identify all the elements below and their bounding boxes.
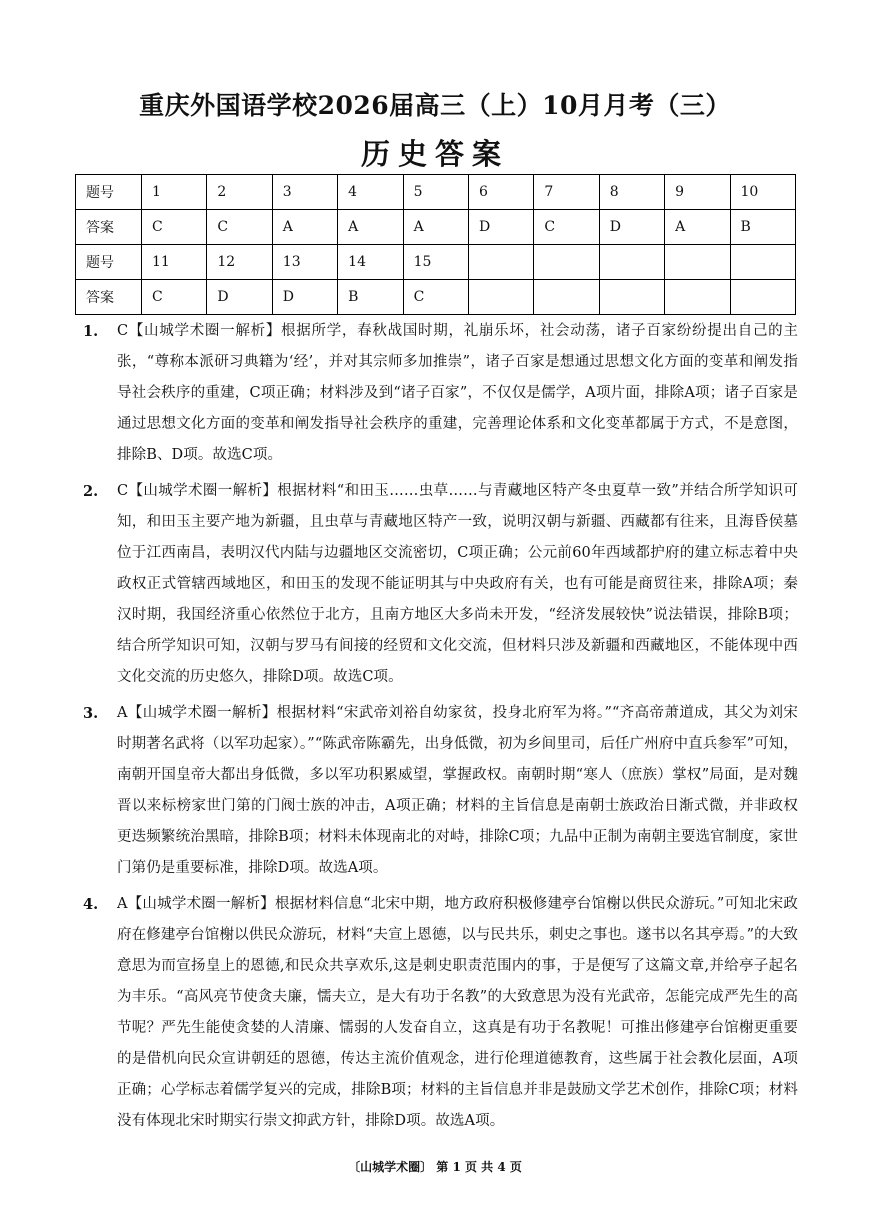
explanation-item [83,476,798,693]
answer-table-cell: D [272,280,337,315]
answer-table-cell [730,280,795,315]
answer-table-row-label: 答案 [76,210,142,245]
answer-table-cell: 8 [599,175,664,210]
explanation-number: 2. [83,483,99,500]
answer-table-cell: B [730,210,795,245]
answer-table-cell: 1 [142,175,207,210]
answer-table-cell: C [403,280,468,315]
answer-table-cell: 11 [142,245,207,280]
answer-table [75,174,796,315]
answer-table-row [76,280,796,315]
answer-table-cell [534,280,599,315]
answer-table-cell: D [207,280,272,315]
answer-table-cell: A [338,210,403,245]
explanation-number: 4. [83,896,99,913]
page-title: 重庆外国语学校2026届高三（上）10月月考（三） [139,91,731,120]
answer-table-cell: 13 [272,245,337,280]
answer-table-cell [468,280,533,315]
answer-table-row [76,245,796,280]
answer-table-cell: 15 [403,245,468,280]
answer-table-cell [665,245,730,280]
answer-table-cell: 14 [338,245,403,280]
answer-table-cell: C [142,210,207,245]
answer-table-row-label: 题号 [76,245,142,280]
explanation-list [83,316,798,1142]
explanation-number: 3. [83,705,99,722]
answer-table-cell: 2 [207,175,272,210]
answer-table-row-label: 答案 [76,280,142,315]
page-footer: 〔山城学术圈〕 第 1 页 共 4 页 [348,1160,522,1174]
explanation-number: 1. [83,323,99,340]
answer-table-cell [665,280,730,315]
explanation-text: A【山城学术圈一解析】根据材料“宋武帝刘裕自幼家贫，投身北府军为将。”“齐高帝萧道成，其父为刘宋时期著名武将（以军功起家）。”“陈武帝陈霸先，出身低微，初为乡间里司，后任广州府中直兵参军”可知，南朝开国皇帝大都出身低微，多以军功积累威望，掌握政权。南朝时期“寒人（庶族）掌权”局面，是对魏晋以来标榜家世门第的门阀士族的冲击，A项正确；材料的主旨信息是南朝士族政治日渐式微，并非政权更迭频繁统治黑暗，排除B项；材料未体现南北的对峙，排除C项；九品中正制为南朝主要选官制度，家世门第仍是重要标准，排除D项。故选A项。 [117,705,798,876]
answer-table-cell: D [468,210,533,245]
answer-table-row [76,175,796,210]
answer-table-cell [468,245,533,280]
answer-table-cell: B [338,280,403,315]
answer-table-cell: 12 [207,245,272,280]
answer-table-cell: 10 [730,175,795,210]
answer-table-cell: 3 [272,175,337,210]
answer-table-row [76,210,796,245]
answer-table-cell: A [272,210,337,245]
answer-table-cell [730,245,795,280]
answer-table-cell: C [534,210,599,245]
answer-table-cell [534,245,599,280]
answer-table-cell [599,245,664,280]
explanation-text: C【山城学术圈一解析】根据材料“和田玉……虫草……与青藏地区特产冬虫夏草一致”并结合所学知识可知，和田玉主要产地为新疆，且虫草与青藏地区特产一致，说明汉朝与新疆、西藏都有往来，且海昏侯墓位于江西南昌，表明汉代内陆与边疆地区交流密切，C项正确；公元前60年西域都护府的建立标志着中央政权正式管辖西域地区，和田玉的发现不能证明其与中央政府有关，也有可能是商贸往来，排除A项；秦汉时期，我国经济重心依然位于北方，且南方地区大多尚未开发，“经济发展较快”说法错误，排除B项；结合所学知识可知，汉朝与罗马有间接的经贸和文化交流，但材料只涉及新疆和西藏地区，不能体现中西文化交流的历史悠久，排除D项。故选C项。 [117,483,798,685]
answer-table-row-label: 题号 [76,175,142,210]
answer-table-cell: A [665,210,730,245]
answer-table-cell: 4 [338,175,403,210]
answer-table-cell: 7 [534,175,599,210]
explanation-text: A【山城学术圈一解析】根据材料信息“北宋中期，地方政府积极修建亭台馆榭以供民众游玩。”可知北宋政府在修建亭台馆榭以供民众游玩，材料“夫宣上恩德，以与民共乐，刺史之事也。遂书以名其亭焉。”的大致意思为而宣扬皇上的恩德,和民众共享欢乐,这是刺史职责范围内的事，于是便写了这篇文章,并给亭子起名为丰乐。“高风亮节使贪夫廉，懦夫立，是大有功于名教”的大致意思为没有光武帝，怎能完成严先生的高节呢？严先生能使贪婪的人清廉、懦弱的人发奋自立，这真是有功于名教呢！可推出修建亭台馆榭更重要的是借机向民众宣讲朝廷的恩德，传达主流价值观念，进行伦理道德教育，这些属于社会教化层面，A项正确；心学标志着儒学复兴的完成，排除B项；材料的主旨信息并非是鼓励文学艺术创作，排除C项；材料没有体现北宋时期实行崇文抑武方针，排除D项。故选A项。 [117,896,798,1129]
answer-table-cell: C [142,280,207,315]
explanation-item [83,698,798,884]
answer-table-cell: 5 [403,175,468,210]
explanation-item [83,889,798,1137]
answer-table-cell: C [207,210,272,245]
page-subtitle: 历史答案 [360,137,509,171]
explanation-item [83,316,798,471]
answer-table-cell: D [599,210,664,245]
answer-table-cell [599,280,664,315]
answer-table-cell: 6 [468,175,533,210]
answer-table-cell: 9 [665,175,730,210]
answer-table-cell: A [403,210,468,245]
explanation-text: C【山城学术圈一解析】根据所学，春秋战国时期，礼崩乐坏，社会动荡，诸子百家纷纷提出自己的主张，“尊称本派研习典籍为‘经’，并对其宗师多加推崇”，诸子百家是想通过思想文化方面的变革和阐发指导社会秩序的重建，C项正确；材料涉及到“诸子百家”，不仅仅是儒学，A项片面，排除A项；诸子百家是通过思想文化方面的变革和阐发指导社会秩序的重建，完善理论体系和文化变革都属于方式，不是意图，排除B、D项。故选C项。 [117,323,798,463]
